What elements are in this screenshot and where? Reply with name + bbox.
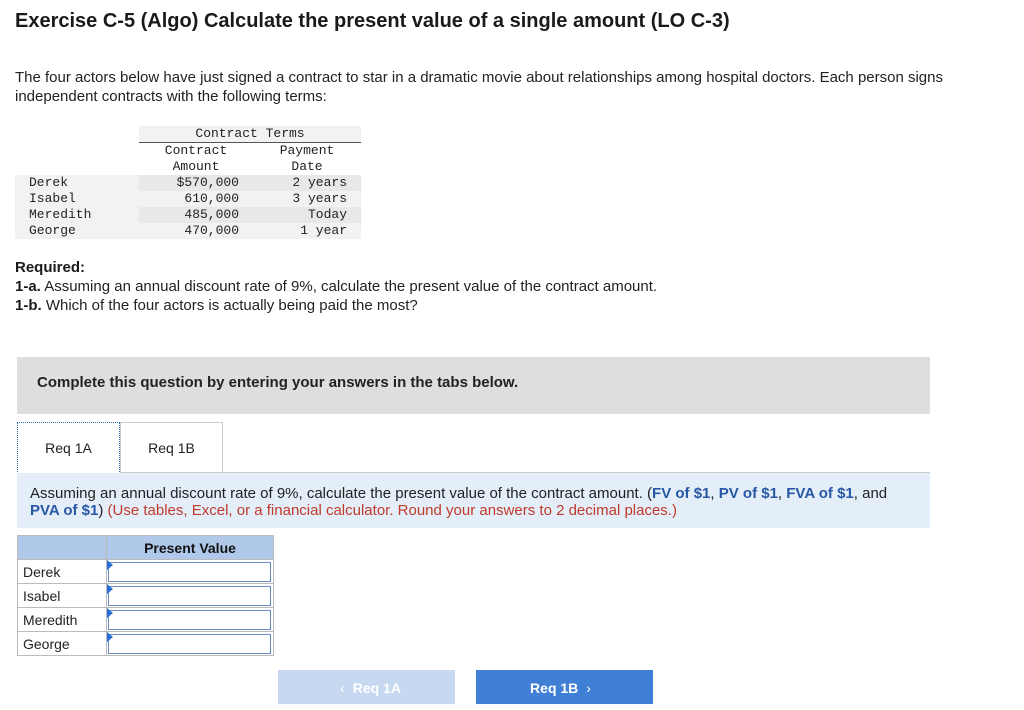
- terms-col-date-header-1: Payment: [253, 143, 361, 160]
- intro-text: The four actors below have just signed a contract to star in a dramatic movie about relationships among hospital doctors. Each person signs independent contracts with the following terms:: [15, 69, 943, 105]
- answer-row-name: Isabel: [18, 584, 107, 608]
- present-value-input-george[interactable]: [108, 634, 271, 654]
- terms-row-name: Derek: [15, 175, 139, 191]
- link-fva-of-1[interactable]: FVA of $1: [786, 485, 854, 502]
- question-text: Assuming an annual discount rate of 9%, calculate the present value of the contract amount. (FV of $1, PV of $1, FVA of $1, and PVA of $1) (Use tables, Excel, or a financial calculator. Round your answers to 2 decimal places.): [17, 473, 930, 528]
- terms-row-amount: 610,000: [139, 191, 253, 207]
- tab-req-1b[interactable]: Req 1B: [120, 422, 223, 472]
- terms-group-header: Contract Terms: [139, 126, 361, 143]
- input-marker-icon: [107, 608, 113, 618]
- chevron-right-icon: ›: [586, 680, 591, 696]
- answer-corner: [18, 536, 107, 560]
- prev-tab-button[interactable]: ‹ Req 1A: [278, 670, 455, 704]
- answer-row: [18, 632, 274, 656]
- input-marker-icon: [107, 560, 113, 570]
- terms-col-date-header-2: Date: [253, 159, 361, 175]
- terms-row-name: George: [15, 223, 139, 239]
- present-value-input-meredith[interactable]: [108, 610, 271, 630]
- link-fv-of-1[interactable]: FV of $1: [652, 485, 711, 502]
- answer-row: [18, 608, 274, 632]
- page-title: Exercise C-5 (Algo) Calculate the present value of a single amount (LO C-3): [15, 10, 730, 32]
- tab-req-1a[interactable]: Req 1A: [17, 422, 120, 472]
- answer-col-header: Present Value: [107, 536, 274, 560]
- rounding-note: (Use tables, Excel, or a financial calculator. Round your answers to 2 decimal places.): [103, 502, 677, 519]
- answer-row-name: George: [18, 632, 107, 656]
- terms-row-amount: 470,000: [139, 223, 253, 239]
- terms-row-amount: $570,000: [139, 175, 253, 191]
- contract-terms-table: [15, 126, 361, 239]
- terms-col-amount-header-1: Contract: [139, 143, 253, 160]
- terms-row-date: 1 year: [253, 223, 361, 239]
- answer-table: [17, 535, 274, 656]
- present-value-input-isabel[interactable]: [108, 586, 271, 606]
- answer-row: [18, 560, 274, 584]
- instruction-text: Complete this question by entering your answers in the tabs below.: [37, 374, 519, 391]
- terms-row: [15, 207, 361, 223]
- terms-row-date: 3 years: [253, 191, 361, 207]
- answer-row-name: Derek: [18, 560, 107, 584]
- input-marker-icon: [107, 584, 113, 594]
- required-heading: Required:: [15, 259, 86, 276]
- terms-row: [15, 175, 361, 191]
- next-tab-button[interactable]: Req 1B ›: [476, 670, 653, 704]
- answer-row-name: Meredith: [18, 608, 107, 632]
- instruction-bar: [17, 357, 930, 414]
- terms-row: [15, 223, 361, 239]
- terms-row: [15, 191, 361, 207]
- terms-row-date: 2 years: [253, 175, 361, 191]
- input-marker-icon: [107, 632, 113, 642]
- required-section: [15, 258, 657, 315]
- terms-row-name: Isabel: [15, 191, 139, 207]
- link-pva-of-1[interactable]: PVA of $1: [30, 502, 99, 519]
- terms-row-date: Today: [253, 207, 361, 223]
- required-item-1a: 1-a. Assuming an annual discount rate of 9%, calculate the present value of the contract amount.: [15, 278, 658, 295]
- link-pv-of-1[interactable]: PV of $1: [718, 485, 778, 502]
- present-value-input-derek[interactable]: [108, 562, 271, 582]
- terms-row-name: Meredith: [15, 207, 139, 223]
- terms-col-amount-header-2: Amount: [139, 159, 253, 175]
- terms-row-amount: 485,000: [139, 207, 253, 223]
- answer-row: [18, 584, 274, 608]
- terms-corner: [15, 126, 139, 143]
- required-item-1b: 1-b. Which of the four actors is actually being paid the most?: [15, 297, 418, 314]
- chevron-left-icon: ‹: [340, 680, 345, 696]
